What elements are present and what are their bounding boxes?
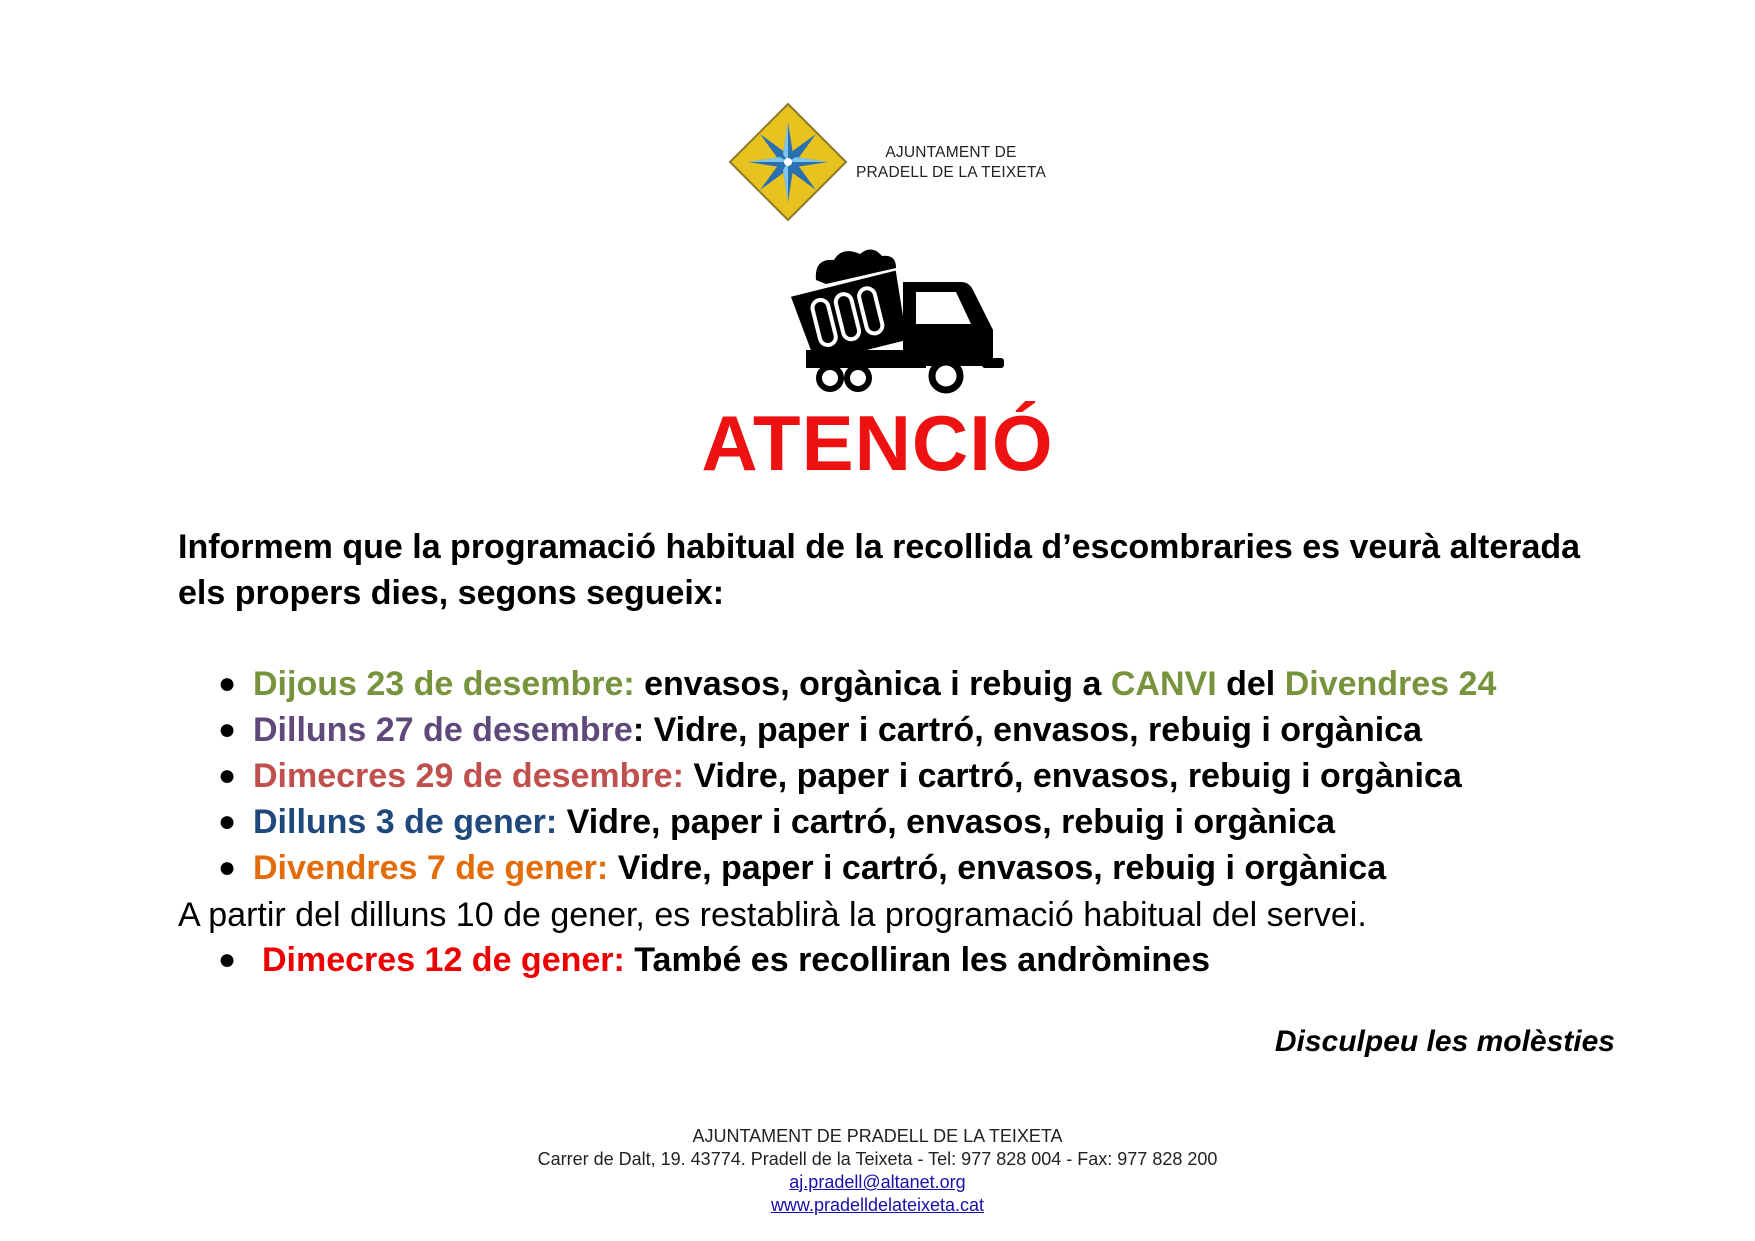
schedule-item: [0, 661, 1755, 707]
footer-address: Carrer de Dalt, 19. 43774. Pradell de la Teixeta - Tel: 977 828 004 - Fax: 977 828 200: [537, 1149, 1218, 1169]
bullet-icon: ●: [218, 805, 237, 838]
schedule-highlight: Divendres 24: [1284, 665, 1497, 703]
schedule-text: Vidre, paper i cartró, envasos, rebuig i orgànica: [683, 757, 1462, 795]
intro-paragraph: [178, 524, 1638, 616]
town-logo: [728, 102, 1048, 222]
intro-line-2: els propers dies, segons segueix:: [178, 574, 725, 612]
schedule-list: [0, 661, 1755, 891]
schedule-text: : Vidre, paper i cartró, envasos, rebuig i orgànica: [632, 711, 1423, 749]
schedule-text: Vidre, paper i cartró, envasos, rebuig i orgànica: [557, 803, 1336, 841]
bullet-icon: ●: [218, 713, 237, 746]
schedule-day: Dilluns 27 de desembre: [253, 711, 633, 749]
bullet-icon: ●: [218, 759, 237, 792]
footer-email-link[interactable]: aj.pradell@altanet.org: [789, 1172, 966, 1192]
schedule-day: Dilluns 3 de gener:: [253, 803, 558, 841]
extra-list: [0, 937, 1755, 983]
garbage-truck-icon: [786, 246, 1006, 396]
apology-signoff: Disculpeu les molèsties: [1274, 1025, 1615, 1058]
schedule-text: envasos, orgànica i rebuig a: [634, 665, 1111, 703]
footer: [0, 1125, 1755, 1217]
schedule-item: [0, 707, 1755, 753]
bullet-icon: ●: [218, 943, 237, 976]
schedule-item: [0, 845, 1755, 891]
logo-line-2: PRADELL DE LA TEIXETA: [856, 164, 1046, 181]
town-shield-star-icon: [728, 102, 848, 222]
schedule-text: del: [1216, 665, 1285, 703]
schedule-item: [0, 753, 1755, 799]
schedule-day: Dijous 23 de desembre:: [253, 665, 635, 703]
logo-line-1: AJUNTAMENT DE: [885, 144, 1017, 161]
schedule-day: Divendres 7 de gener:: [253, 849, 609, 887]
attention-title: ATENCIÓ: [701, 399, 1054, 487]
footer-website-link[interactable]: www.pradelldelateixeta.cat: [770, 1195, 985, 1215]
extra-text: També es recolliran les andròmines: [624, 941, 1210, 979]
bullet-icon: ●: [218, 667, 237, 700]
schedule-item: [0, 799, 1755, 845]
logo-text: [856, 143, 1046, 183]
schedule-highlight: CANVI: [1110, 665, 1217, 703]
extra-item: [0, 937, 1755, 983]
intro-line-1: Informem que la programació habitual de la recollida d’escombraries es veurà alterada: [178, 528, 1581, 566]
schedule-text: Vidre, paper i cartró, envasos, rebuig i orgànica: [608, 849, 1387, 887]
extra-day: Dimecres 12 de gener:: [262, 941, 625, 979]
footer-org: AJUNTAMENT DE PRADELL DE LA TEIXETA: [692, 1126, 1063, 1146]
schedule-day: Dimecres 29 de desembre:: [253, 757, 684, 795]
bullet-icon: ●: [218, 851, 237, 884]
restore-note: A partir del dilluns 10 de gener, es restablirà la programació habitual del servei.: [178, 896, 1367, 934]
